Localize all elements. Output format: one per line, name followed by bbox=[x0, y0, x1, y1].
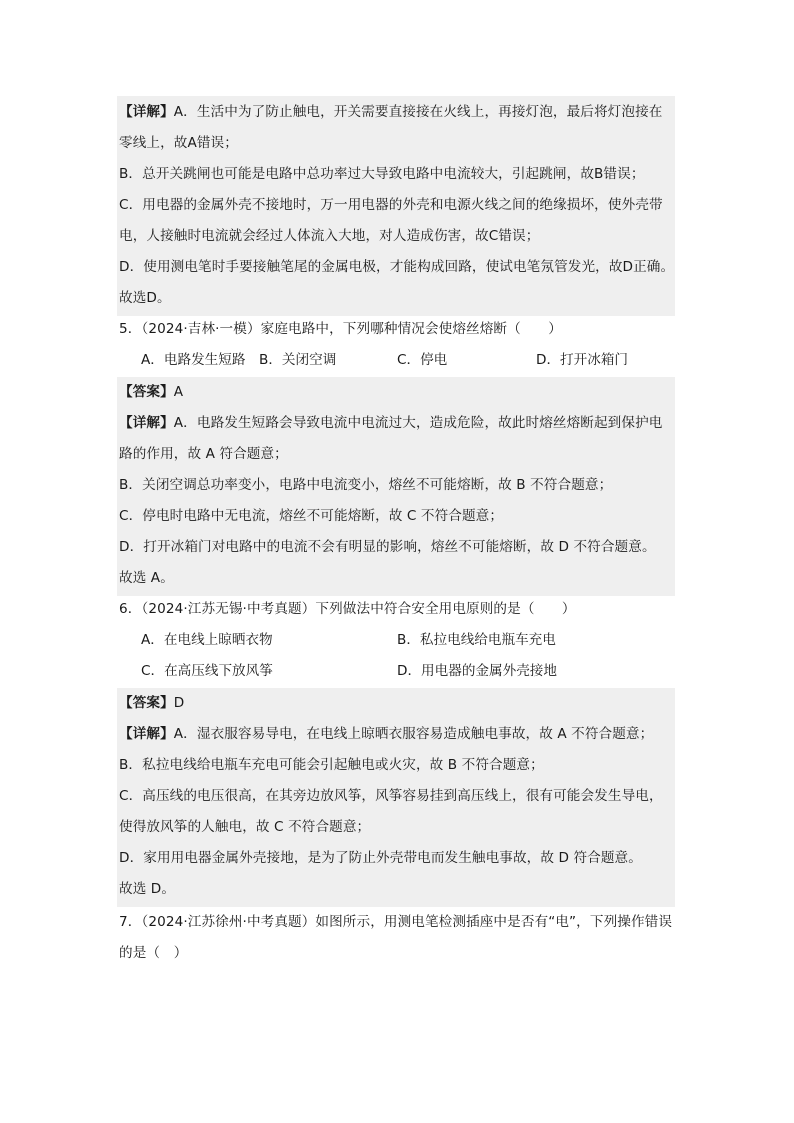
explain-line: B．关闭空调总功率变小，电路中电流变小，熔丝不可能熔断，故 B 不符合题意； bbox=[119, 477, 613, 493]
explain-line: B．私拉电线给电瓶车充电可能会引起触电或火灾，故 B 不符合题意； bbox=[119, 757, 544, 773]
explain-line: D．使用测电笔时手要接触笔尾的金属电极，才能构成回路，使试电笔氖管发光，故D正确。 bbox=[119, 259, 675, 275]
answer-tag: 【答案】 bbox=[119, 695, 174, 711]
answer-value: D bbox=[173, 695, 185, 711]
conclusion-line: 故选 A。 bbox=[119, 570, 174, 586]
explain-line: 电，人接触时电流就会经过人体流入大地，对人造成伤害，故C错误； bbox=[119, 228, 540, 244]
explain-tag: 【详解】 bbox=[119, 415, 174, 431]
question-6-option-c: C．在高压线下放风筝 bbox=[141, 663, 273, 679]
explain-line: C．停电时电路中无电流，熔丝不可能熔断，故 C 不符合题意； bbox=[119, 508, 504, 524]
explain-line bbox=[119, 413, 662, 433]
question-5-option-c: C．停电 bbox=[397, 352, 448, 368]
explain-line: D．打开冰箱门对电路中的电流不会有明显的影响，熔丝不可能熔断，故 D 不符合题意。 bbox=[119, 539, 656, 555]
question-6-option-a: A．在电线上晾晒衣物 bbox=[141, 632, 273, 648]
question-7-stem-line-2: 的是（ ） bbox=[119, 945, 188, 961]
answer-line bbox=[119, 382, 183, 402]
explain-text: A．生活中为了防止触电，开关需要直接接在火线上，再接灯泡，最后将灯泡接在 bbox=[173, 104, 663, 120]
explain-line bbox=[119, 102, 662, 122]
explain-line: C．高压线的电压很高，在其旁边放风筝，风筝容易挂到高压线上，很有可能会发生导电， bbox=[119, 788, 663, 804]
explain-line bbox=[119, 724, 653, 744]
question-5-option-b: B．关闭空调 bbox=[259, 352, 337, 368]
question-6-option-d: D．用电器的金属外壳接地 bbox=[397, 663, 557, 679]
question-5-option-d: D．打开冰箱门 bbox=[536, 352, 629, 368]
question-5-option-a: A．电路发生短路 bbox=[141, 352, 246, 368]
answer-value: A bbox=[173, 384, 184, 400]
conclusion-line: 故选D。 bbox=[119, 290, 171, 306]
question-6-option-b: B．私拉电线给电瓶车充电 bbox=[397, 632, 556, 648]
explain-line: 使得放风筝的人触电，故 C 不符合题意； bbox=[119, 819, 371, 835]
explain-tag: 【详解】 bbox=[119, 104, 174, 120]
explain-text: A．湿衣服容易导电，在电线上晾晒衣服容易造成触电事故，故 A 不符合题意； bbox=[173, 726, 654, 742]
explain-line: 路的作用，故 A 符合题意； bbox=[119, 446, 288, 462]
explain-line: D．家用用电器金属外壳接地，是为了防止外壳带电而发生触电事故，故 D 符合题意。 bbox=[119, 850, 642, 866]
answer-tag: 【答案】 bbox=[119, 384, 174, 400]
question-5-stem: 5．（2024·吉林·一模）家庭电路中，下列哪种情况会使熔丝熔断（ ） bbox=[119, 321, 562, 337]
conclusion-line: 故选 D。 bbox=[119, 881, 176, 897]
explain-line: C．用电器的金属外壳不接地时，万一用电器的外壳和电源火线之间的绝缘损坏，使外壳带 bbox=[119, 197, 663, 213]
explain-line: 零线上，故A错误； bbox=[119, 135, 238, 151]
answer-line bbox=[119, 693, 184, 713]
explain-text: A．电路发生短路会导致电流中电流过大，造成危险，故此时熔丝熔断起到保护电 bbox=[173, 415, 663, 431]
explain-line: B．总开关跳闸也可能是电路中总功率过大导致电路中电流较大，引起跳闸，故B错误； bbox=[119, 166, 645, 182]
explain-tag: 【详解】 bbox=[119, 726, 174, 742]
question-7-stem-line-1: 7．（2024·江苏徐州·中考真题）如图所示，用测电笔检测插座中是否有“电”，下列操作错误 bbox=[119, 914, 673, 930]
question-6-stem: 6．（2024·江苏无锡·中考真题）下列做法中符合安全用电原则的是（ ） bbox=[119, 601, 576, 617]
